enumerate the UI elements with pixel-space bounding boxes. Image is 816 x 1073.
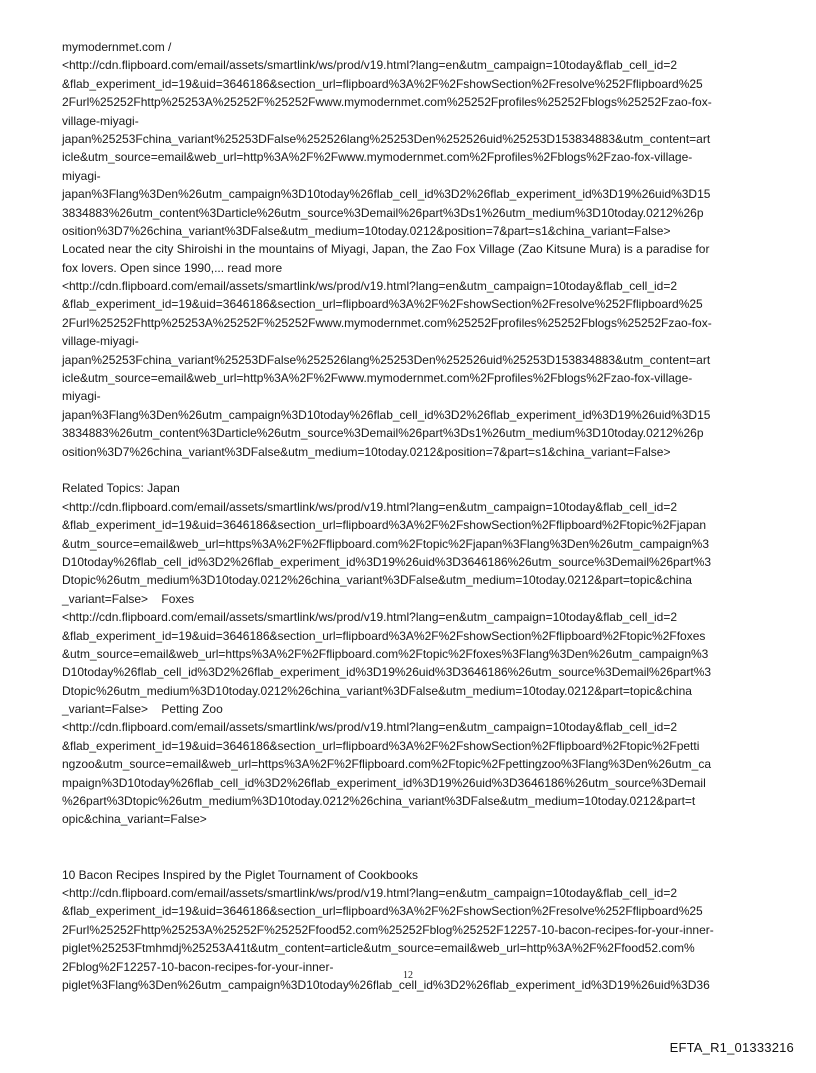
text-line: D10today%26flab_cell_id%3D2%26flab_experiment_id%3D19%26uid%3D3646186%26utm_source%3Demail%26part%3 [62,665,712,680]
text-line: 10 Bacon Recipes Inspired by the Piglet Tournament of Cookbooks [62,867,418,882]
text-line: osition%3D7%26china_variant%3DFalse&utm_medium=10today.0212&position=7&part=s1&china_variant=False> [62,444,671,459]
text-line: japan%25253Fchina_variant%25253DFalse%252526lang%25253Den%252526uid%25253D153834883&utm_content=art [62,352,711,367]
text-line: 3834883%26utm_content%3Darticle%26utm_source%3Demail%26part%3Ds1%26utm_medium%3D10today.0212%26p [62,426,704,441]
text-line: 2Fblog%2F12257-10-bacon-recipes-for-your-inner- [62,959,334,974]
text-line: <http://cdn.flipboard.com/email/assets/smartlink/ws/prod/v19.html?lang=en&utm_campaign=10today&flab_cell_id=2 [62,499,678,514]
text-line: icle&utm_source=email&web_url=http%3A%2F%2Fwww.mymodernmet.com%2Fprofiles%2Fblogs%2Fzao-fox-village- [62,371,693,386]
text-line: village-miyagi- [62,113,139,128]
text-line: 2Furl%25252Fhttp%25253A%25252F%25252Fwww.mymodernmet.com%25252Fprofiles%25252Fblogs%25252Fzao-fox- [62,315,712,330]
text-line: &flab_experiment_id=19&uid=3646186&section_url=flipboard%3A%2F%2FshowSection%2Fresolve%252Fflipboard%25 [62,904,703,919]
text-line: piglet%25253Ftmhmdj%25253A41t&utm_content=article&utm_source=email&web_url=http%3A%2F%2Ffood52.com% [62,941,695,956]
text-line: &flab_experiment_id=19&uid=3646186&section_url=flipboard%3A%2F%2FshowSection%2Fflipboard%2Ftopic%2Fjapan [62,518,707,533]
text-line: <http://cdn.flipboard.com/email/assets/smartlink/ws/prod/v19.html?lang=en&utm_campaign=10today&flab_cell_id=2 [62,58,678,73]
text-line: Dtopic%26utm_medium%3D10today.0212%26china_variant%3DFalse&utm_medium=10today.0212&part=topic&china [62,683,692,698]
text-line: &flab_experiment_id=19&uid=3646186&section_url=flipboard%3A%2F%2FshowSection%2Fresolve%252Fflipboard%25 [62,297,703,312]
text-line: <http://cdn.flipboard.com/email/assets/smartlink/ws/prod/v19.html?lang=en&utm_campaign=10today&flab_cell_id=2 [62,279,678,294]
text-line: <http://cdn.flipboard.com/email/assets/smartlink/ws/prod/v19.html?lang=en&utm_campaign=10today&flab_cell_id=2 [62,885,678,900]
text-line: mymodernmet.com / [62,40,172,54]
text-line: Related Topics: Japan [62,481,180,496]
text-line: <http://cdn.flipboard.com/email/assets/smartlink/ws/prod/v19.html?lang=en&utm_campaign=10today&flab_cell_id=2 [62,720,678,735]
text-line: <http://cdn.flipboard.com/email/assets/smartlink/ws/prod/v19.html?lang=en&utm_campaign=10today&flab_cell_id=2 [62,610,678,625]
text-line: &utm_source=email&web_url=https%3A%2F%2Fflipboard.com%2Ftopic%2Fjapan%3Flang%3Den%26utm_campaign%3 [62,536,710,551]
text-line: osition%3D7%26china_variant%3DFalse&utm_medium=10today.0212&position=7&part=s1&china_variant=False> [62,223,671,238]
text-line: _variant=False> Petting Zoo [62,702,223,717]
text-line: &utm_source=email&web_url=https%3A%2F%2Fflipboard.com%2Ftopic%2Ffoxes%3Flang%3Den%26utm_campaign%3 [62,646,709,661]
text-line: 3834883%26utm_content%3Darticle%26utm_source%3Demail%26part%3Ds1%26utm_medium%3D10today.0212%26p [62,205,704,220]
text-line: %26part%3Dtopic%26utm_medium%3D10today.0212%26china_variant%3DFalse&utm_medium=10today.0212&part=t [62,794,696,809]
text-line: &flab_experiment_id=19&uid=3646186&section_url=flipboard%3A%2F%2FshowSection%2Fresolve%252Fflipboard%25 [62,76,703,91]
text-line: Located near the city Shiroishi in the mountains of Miyagi, Japan, the Zao Fox Village (Zao Kitsune Mura) is a paradise for [62,242,710,257]
text-line: &flab_experiment_id=19&uid=3646186&section_url=flipboard%3A%2F%2FshowSection%2Fflipboard%2Ftopic%2Fpetti [62,738,700,753]
text-line: japan%3Flang%3Den%26utm_campaign%3D10today%26flab_cell_id%3D2%26flab_experiment_id%3D19%26uid%3D15 [62,187,711,202]
text-line: piglet%3Flang%3Den%26utm_campaign%3D10today%26flab_cell_id%3D2%26flab_experiment_id%3D19%26uid%3D36 [62,977,710,992]
text-line: ngzoo&utm_source=email&web_url=https%3A%2F%2Fflipboard.com%2Ftopic%2Fpettingzoo%3Flang%3Den%26utm_ca [62,757,712,772]
text-line: 2Furl%25252Fhttp%25253A%25252F%25252Fwww.mymodernmet.com%25252Fprofiles%25252Fblogs%25252Fzao-fox- [62,95,712,110]
text-line: opic&china_variant=False> [62,812,207,827]
text-line: miyagi- [62,389,101,404]
text-line: icle&utm_source=email&web_url=http%3A%2F%2Fwww.mymodernmet.com%2Fprofiles%2Fblogs%2Fzao-fox-village- [62,150,693,165]
text-line: 2Furl%25252Fhttp%25253A%25252F%25252Ffood52.com%25252Fblog%25252F12257-10-bacon-recipes-for-your-inner- [62,922,714,937]
text-line: Dtopic%26utm_medium%3D10today.0212%26china_variant%3DFalse&utm_medium=10today.0212&part=topic&china [62,573,692,588]
document-body [62,38,774,994]
blank-line [62,461,774,479]
text-line: D10today%26flab_cell_id%3D2%26flab_experiment_id%3D19%26uid%3D3646186%26utm_source%3Demail%26part%3 [62,554,712,569]
text-line: japan%3Flang%3Den%26utm_campaign%3D10today%26flab_cell_id%3D2%26flab_experiment_id%3D19%26uid%3D15 [62,407,711,422]
text-line: &flab_experiment_id=19&uid=3646186&section_url=flipboard%3A%2F%2FshowSection%2Fflipboard%2Ftopic%2Ffoxes [62,628,706,643]
text-line: miyagi- [62,168,101,183]
text-line: fox lovers. Open since 1990,... read more [62,260,283,275]
bates-number: EFTA_R1_01333216 [669,1040,794,1055]
text-line: village-miyagi- [62,334,139,349]
blank-line [62,829,774,847]
text-line: mpaign%3D10today%26flab_cell_id%3D2%26flab_experiment_id%3D19%26uid%3D3646186%26utm_source%3Demail [62,775,706,790]
page-number: 12 [403,970,413,981]
blank-line [62,847,774,865]
text-line: _variant=False> Foxes [62,591,195,606]
text-line: japan%25253Fchina_variant%25253DFalse%252526lang%25253Den%252526uid%25253D153834883&utm_content=art [62,131,711,146]
